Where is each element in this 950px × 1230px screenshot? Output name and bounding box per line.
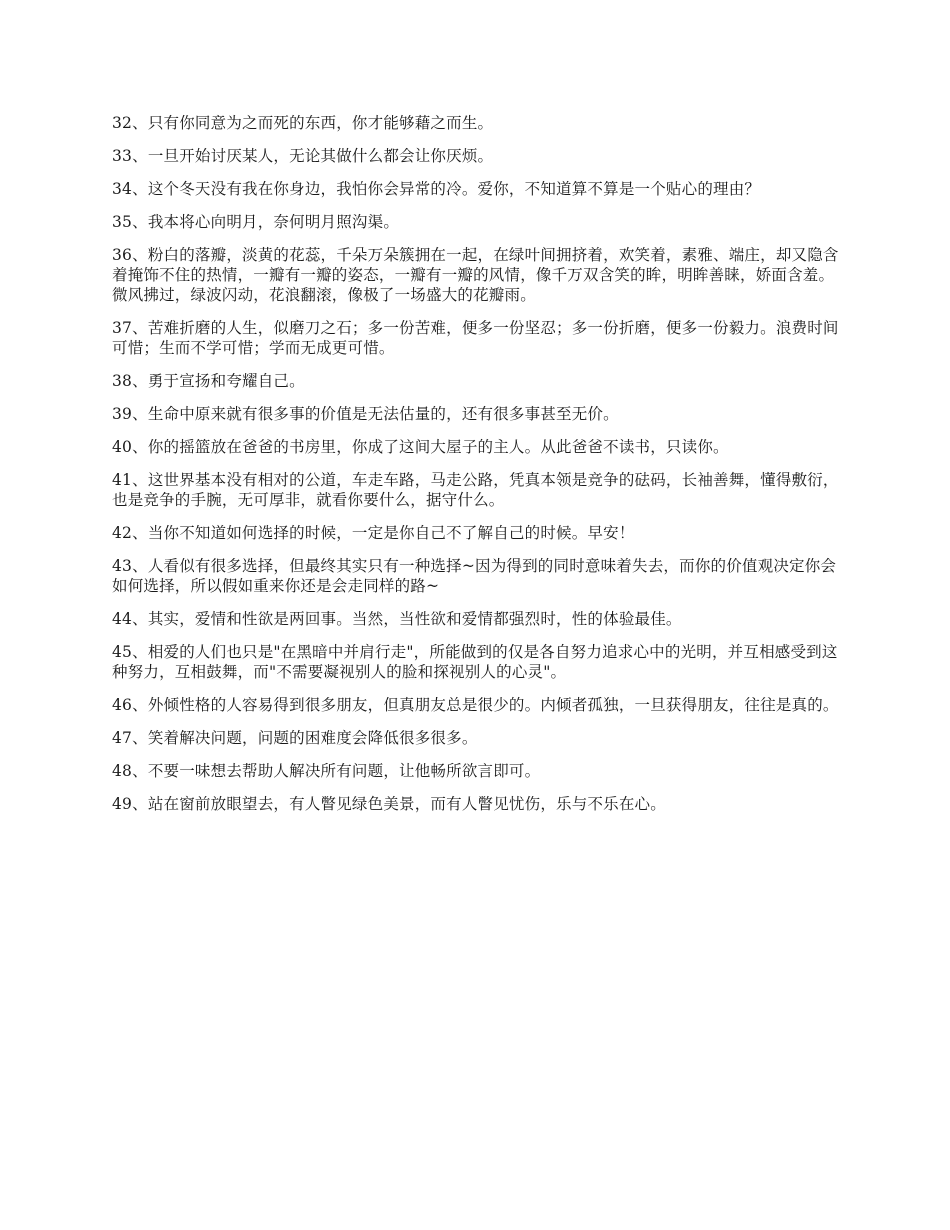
- list-item: 43、人看似有很多选择，但最终其实只有一种选择~因为得到的同时意味着失去，而你的价值观决定你会如何选择，所以假如重来你还是会走同样的路~: [112, 557, 837, 595]
- list-item: 34、这个冬天没有我在你身边，我怕你会异常的冷。爱你，不知道算不算是一个贴心的理由？: [112, 180, 761, 198]
- list-item: 48、不要一味想去帮助人解决所有问题，让他畅所欲言即可。: [112, 762, 541, 780]
- list-item: 40、你的摇篮放在爸爸的书房里，你成了这间大屋子的主人。从此爸爸不读书，只读你。: [112, 438, 729, 456]
- list-item: 37、苦难折磨的人生，似磨刀之石；多一份苦难，便多一份坚忍；多一份折磨，便多一份毅力。浪费时间可惜；生而不学可惜；学而无成更可惜。: [112, 319, 839, 357]
- list-item: 44、其实，爱情和性欲是两回事。当然，当性欲和爱情都强烈时，性的体验最佳。: [112, 610, 682, 628]
- list-item: 33、一旦开始讨厌某人，无论其做什么都会让你厌烦。: [112, 147, 494, 165]
- list-item: 49、站在窗前放眼望去，有人瞥见绿色美景，而有人瞥见忧伤，乐与不乐在心。: [112, 795, 666, 813]
- list-item: 46、外倾性格的人容易得到很多朋友，但真朋友总是很少的。内倾者孤独，一旦获得朋友，往往是真的。: [112, 696, 839, 714]
- quote-list: [112, 113, 842, 827]
- list-item: 36、粉白的落瓣，淡黄的花蕊，千朵万朵簇拥在一起，在绿叶间拥挤着，欢笑着，素雅、端庄，却又隐含着掩饰不住的热情，一瓣有一瓣的姿态，一瓣有一瓣的风情，像千万双含笑的眸，明眸善睐，娇面含羞。微风拂过，绿波闪动，花浪翻滚，像极了一场盛大的花瓣雨。: [112, 246, 839, 304]
- list-item: 38、勇于宣扬和夸耀自己。: [112, 372, 305, 390]
- list-item: 47、笑着解决问题，问题的困难度会降低很多很多。: [112, 729, 478, 747]
- list-item: 42、当你不知道如何选择的时候，一定是你自己不了解自己的时候。早安！: [112, 524, 635, 542]
- list-item: 45、相爱的人们也只是"在黑暗中并肩行走"，所能做到的仅是各自努力追求心中的光明，并互相感受到这种努力，互相鼓舞，而"不需要凝视别人的脸和探视别人的心灵"。: [112, 643, 838, 681]
- list-item: 39、生命中原来就有很多事的价值是无法估量的，还有很多事甚至无价。: [112, 405, 619, 423]
- list-item: 41、这世界基本没有相对的公道，车走车路，马走公路，凭真本领是竞争的砝码，长袖善舞，懂得敷衍，也是竞争的手腕，无可厚非，就看你要什么，据守什么。: [112, 471, 839, 509]
- list-item: 32、只有你同意为之而死的东西，你才能够藉之而生。: [112, 114, 494, 132]
- list-item: 35、我本将心向明月，奈何明月照沟渠。: [112, 213, 400, 231]
